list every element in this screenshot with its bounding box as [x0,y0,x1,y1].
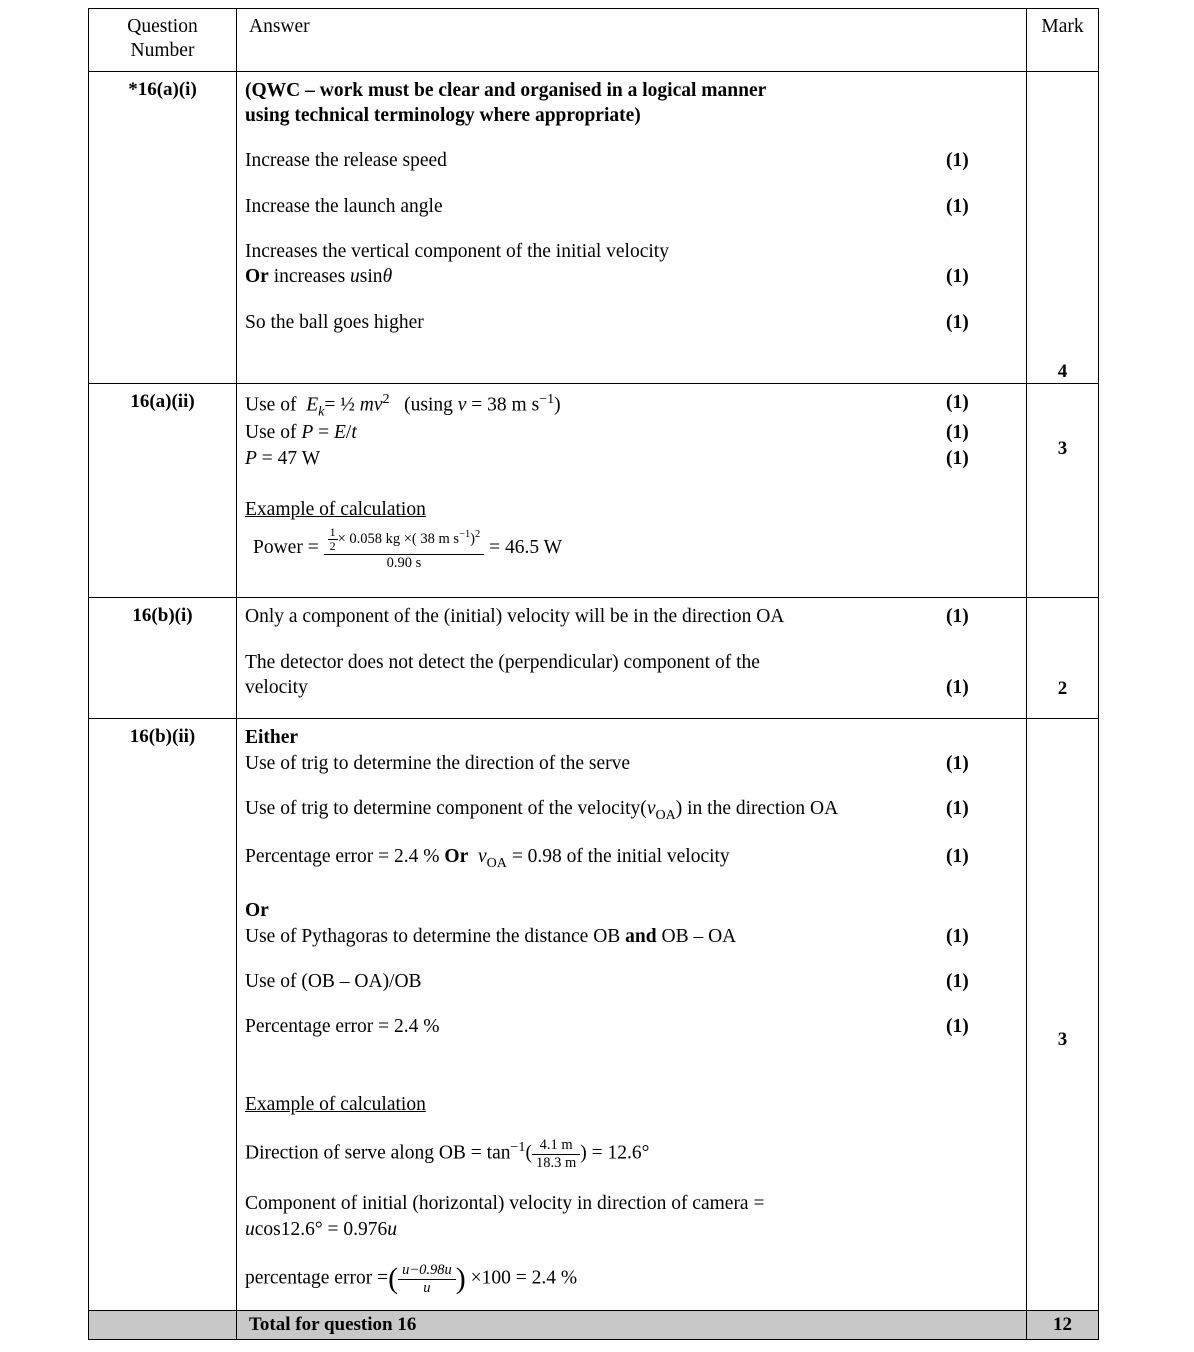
mark-cell [1027,598,1099,719]
answer-content [237,72,1026,353]
total-label-cell [237,1311,1027,1340]
row-total-mark: 3 [1057,437,1068,459]
answer-line-either: Either [245,727,299,749]
total-label: Total for question 16 [249,1314,417,1336]
fraction-numerator: 4.1 m [539,1137,573,1153]
mark-value: (1) [946,925,969,947]
mark-value: (1) [946,970,969,992]
answer-line-with-mark [237,264,1026,289]
question-number-label: 16(a)(ii) [130,390,195,412]
total-blank-cell [89,1311,237,1340]
power-fraction [324,526,485,571]
question-number-cell [89,383,237,598]
answer-line-trig-component: Use of trig to determine component of the $velocity(v_{OA})$ in the direction OA [245,798,839,823]
answer-line: The detector does not detect the (perpendicular) component of the [245,651,760,673]
answer-cell [237,383,1027,598]
header-cell-mark [1027,9,1099,72]
answer-line: Use of (OB – OA)/OB [245,970,422,992]
answer-line: Only a component of the (initial) velocity will be in the direction OA [245,606,785,628]
answer-line-with-mark [237,844,1026,872]
calculation-percentage-error: percentage error =( $\frac{u-0.98u}{u}$ ) ×100 = 2.4 % [245,1262,578,1296]
answer-content [237,598,1026,718]
calculation-heading: Example of calculation [245,1093,426,1115]
direction-exponent: −1 [510,1139,526,1156]
answer-line-with-mark [237,194,1026,219]
answer-line: Increase the launch angle [245,195,443,217]
question-number-label: 16(b)(i) [132,605,193,627]
table-row [89,598,1099,719]
header-mark-text: Mark [1041,16,1084,37]
answer-line-with-mark [237,796,1026,824]
answer-content [237,384,1026,598]
answer-line: (QWC – work must be clear and organised in a logical manner [245,79,767,101]
total-mark-cell [1027,1311,1099,1340]
answer-line-with-mark [237,420,1026,445]
mark-value: (1) [946,676,969,698]
answer-line: Increase the release speed [245,150,447,172]
mark-value: (1) [946,846,969,868]
answer-line: So the ball goes higher [245,311,424,333]
answer-cell [237,719,1027,1311]
mark-value: (1) [946,752,969,774]
percent-fraction [398,1262,456,1296]
answer-line-percentage-error: Percentage error = 2.4 % Or $v_{OA} = 0.98$ of the initial velocity [245,846,730,872]
question-number-label: *16(a)(i) [128,78,197,100]
answer-line: velocity [245,676,308,698]
answer-line-ek: Use of $E_k=$ ½ $mv^2$ (using v = 38 m $s^{-1}$) [245,390,561,419]
fraction-numerator: u−0.98u [402,1262,452,1279]
mark-scheme-table [88,8,1099,1340]
table-row [89,71,1099,383]
direction-result: ) = 12.6° [580,1142,650,1164]
answer-line: Use of trig to determine the direction of the serve [245,752,630,774]
calculation-label: Power = [253,537,319,559]
header-cell-answer [237,9,1027,72]
total-mark: 12 [1053,1314,1072,1336]
fraction-denominator: 18.3 m [532,1154,580,1172]
answer-line-or-usin: Or increases usinθ [245,266,393,288]
answer-line-power-eq: Use of P = E/t [245,422,357,444]
direction-fraction [532,1137,580,1171]
answer-content [237,719,1026,1310]
table-header-row [89,9,1099,72]
mark-value: (1) [946,1016,969,1038]
percent-result: ×100 = 2.4 % [470,1267,578,1289]
answer-line-with-mark [237,675,1026,700]
header-answer-text: Answer [249,16,310,37]
header-question-number-text: Question Number [127,16,198,61]
question-number-cell [89,719,237,1311]
mark-value: (1) [946,606,969,628]
mark-value: (1) [946,311,969,333]
row-total-mark: 2 [1057,678,1068,700]
row-total-mark: 3 [1057,1029,1068,1051]
calculation-direction: Direction of serve along OB = $\tan^{-1}$( $\frac{4.1 m}{18.3 m}$ ) = 12.6° [245,1137,650,1171]
answer-line: Increases the vertical component of the initial velocity [245,240,669,262]
answer-line-with-mark [237,446,1026,471]
fraction-numerator: $\frac{1}{2}$ × 0.058 kg ×( 38 m $s^{-1})^2$ [329,525,481,554]
mark-value: (1) [946,422,969,444]
answer-line-with-mark [237,310,1026,335]
answer-line-with-mark [237,148,1026,173]
question-number-cell [89,71,237,383]
fraction-denominator: 0.90 s [324,554,485,572]
answer-cell [237,598,1027,719]
calculation-expression [237,526,1026,571]
header-cell-question-number [89,9,237,72]
mark-cell [1027,383,1099,598]
answer-line-or: Or [245,900,269,922]
answer-line: Percentage error = 2.4 % [245,1016,440,1038]
mark-value: (1) [946,150,969,172]
mark-value: (1) [946,266,969,288]
table-row [89,719,1099,1311]
answer-line-power-value: P = 47 W [245,447,321,469]
percent-label: percentage error = [245,1267,389,1289]
answer-line-with-mark [237,924,1026,949]
table-row [89,383,1099,598]
question-number-label: 16(b)(ii) [129,726,196,748]
total-row [89,1311,1099,1340]
mark-value: (1) [946,391,969,413]
mark-cell [1027,719,1099,1311]
answer-line-with-mark [237,969,1026,994]
answer-line: using technical terminology where appropriate) [245,104,641,126]
calculation-component-line1: Component of initial (horizontal) velocity in direction of camera = [245,1193,765,1215]
fraction-denominator: u [398,1279,456,1297]
answer-line-with-mark [237,1014,1026,1039]
answer-line-with-mark [237,751,1026,776]
row-total-mark: 4 [1057,360,1068,382]
direction-label: Direction of serve along OB = tan [245,1142,511,1164]
mark-scheme-page [88,8,1098,1340]
mark-value: (1) [946,195,969,217]
answer-line-pythagoras: Use of Pythagoras to determine the distance OB and OB – OA [245,925,737,947]
question-number-cell [89,598,237,719]
answer-line-with-mark [237,390,1026,421]
calculation-result: = 46.5 W [489,537,563,559]
calculation-component-line2: ucos12.6° = 0.976u [245,1218,398,1240]
calculation-heading: Example of calculation [245,498,426,520]
answer-line-with-mark [237,604,1026,629]
mark-cell [1027,71,1099,383]
answer-cell [237,71,1027,383]
mark-value: (1) [946,798,969,819]
mark-value: (1) [946,447,969,469]
